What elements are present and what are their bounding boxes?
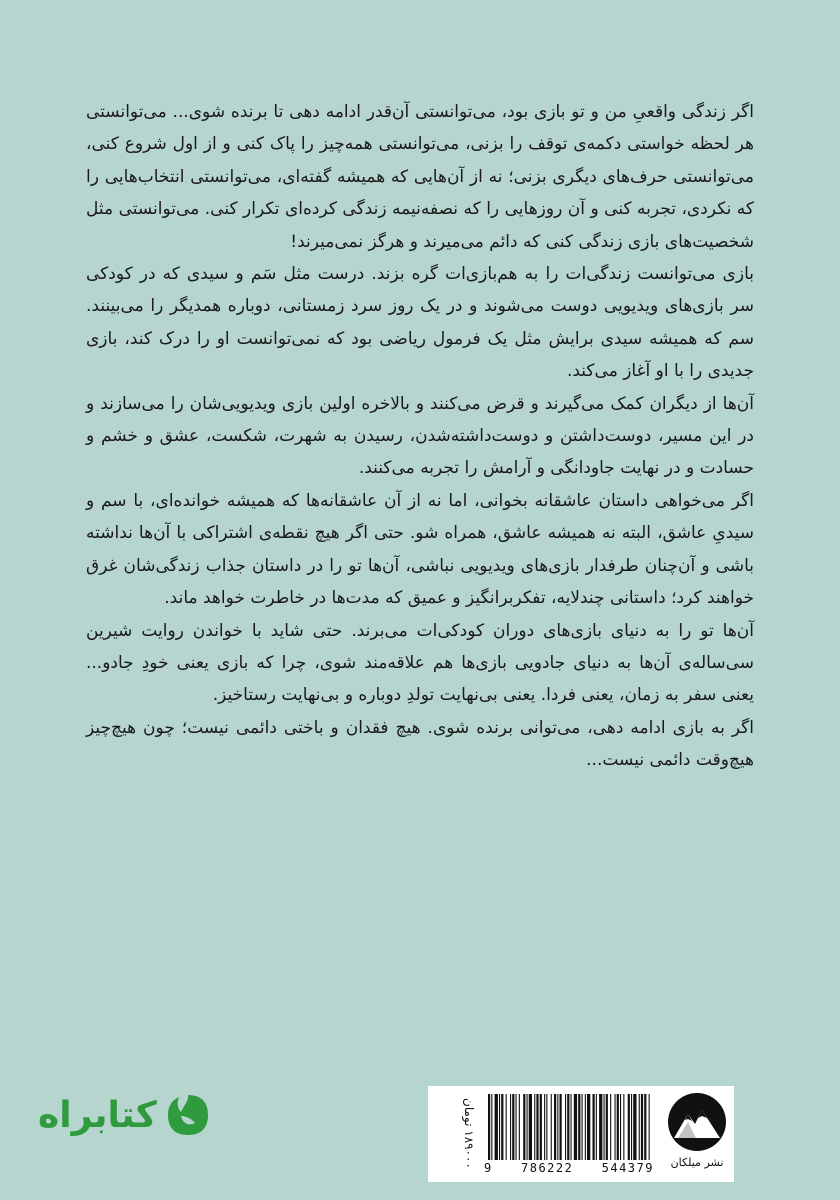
price-label: ۱۸۹۰۰۰ تومان bbox=[462, 1097, 476, 1169]
ketabrah-brand bbox=[38, 1092, 211, 1138]
isbn-number bbox=[484, 1161, 654, 1175]
isbn-barcode bbox=[484, 1094, 654, 1160]
back-cover-text bbox=[86, 96, 754, 777]
paragraph-3: آن‌ها از دیگران کمک می‌گیرند و قرض می‌کنند و بالاخره اولین بازی ویدیویی‌شان را می‌سازند و در این مسیر، دوست‌داشتن و دوست‌داشته‌شدن، رسیدن به شهرت، شکست، عشق و خشم و حسادت و در نهایت جاودانگی و آرامش را تجربه می‌کنند. bbox=[86, 393, 754, 479]
paragraph-2: بازی می‌توانست زندگی‌ات را به هم‌بازی‌ات گره بزند. درست مثل سَم و سیدی که در کودکی سر بازی‌های ویدیویی دوست می‌شوند و در یک روز سرد زمستانی، دوباره همدیگر را می‌بینند. سم که همیشه سیدی برایش مثل یک فرمول ریاضی بود که نمی‌توانست او را درک کند، بازی جدیدی را با او آغاز می‌کند. bbox=[86, 264, 754, 382]
paragraph-4: اگر می‌خواهی داستان عاشقانه بخوانی، اما نه از آن عاشقانه‌ها که همیشه خوانده‌ای، با سم و سیدیِ عاشق، البته نه همیشه عاشق، همراه شو. حتی اگر هیچ نقطه‌ی اشتراکی با آن‌ها نداشته باشی و آن‌چنان طرفدار بازی‌های ویدیویی نباشی، آن‌ها تو را در داستان جذاب زندگی‌شان غرق خواهند کرد؛ داستانی چندلایه، تفکربرانگیز و عمیق که مدت‌ها در خاطرت خواهد ماند. bbox=[86, 490, 754, 609]
paragraph-1: اگر زندگی واقعیِ من و تو بازی بود، می‌توانستی آن‌قدر ادامه دهی تا برنده شوی... می‌توانستی هر لحظه خواستی دکمه‌ی توقف را بزنی، می‌توانستی همه‌چیز را پاک کنی و از اول شروع کنی، می‌توانستی حرف‌های دیگری بزنی؛ نه از آن‌هایی که همیشه گفته‌ای، می‌توانستی انتخاب‌هایی را که نکردی، تجربه کنی و آن روزهایی را که نصفه‌نیمه زندگی کرده‌ای تکرار کنی. می‌توانستی مثل شخصیت‌های بازی زندگی کنی که دائم می‌میرند و هرگز نمی‌میرند! bbox=[86, 102, 754, 252]
publisher-name: نشر میلکان bbox=[670, 1156, 724, 1169]
paragraph-6: اگر به بازی ادامه دهی، می‌توانی برنده شوی. هیچ فقدان و باختی دائمی نیست؛ چون هیچ‌چیز هیچ‌وقت دائمی نیست... bbox=[86, 717, 754, 771]
isbn-group-2: 544379 bbox=[601, 1161, 654, 1175]
paragraph-5: آن‌ها تو را به دنیای بازی‌های دوران کودکی‌ات می‌برند. حتی شاید با خواندن روایت شیرین سی‌ساله‌ی آن‌ها به دنیای جادویی بازی‌ها هم علاقه‌مند شوی، چرا که بازی یعنی خودِ جادو... یعنی سفر به زمان، یعنی فردا. یعنی بی‌نهایت تولدِ دوباره و بی‌نهایت رستاخیز. bbox=[86, 620, 754, 706]
mountains-logo-icon bbox=[664, 1092, 730, 1152]
brand-name: کتابراه bbox=[38, 1094, 157, 1136]
isbn-prefix: 9 bbox=[484, 1161, 493, 1175]
ketabrah-leaf-icon bbox=[165, 1092, 211, 1138]
isbn-group-1: 786222 bbox=[521, 1161, 574, 1175]
